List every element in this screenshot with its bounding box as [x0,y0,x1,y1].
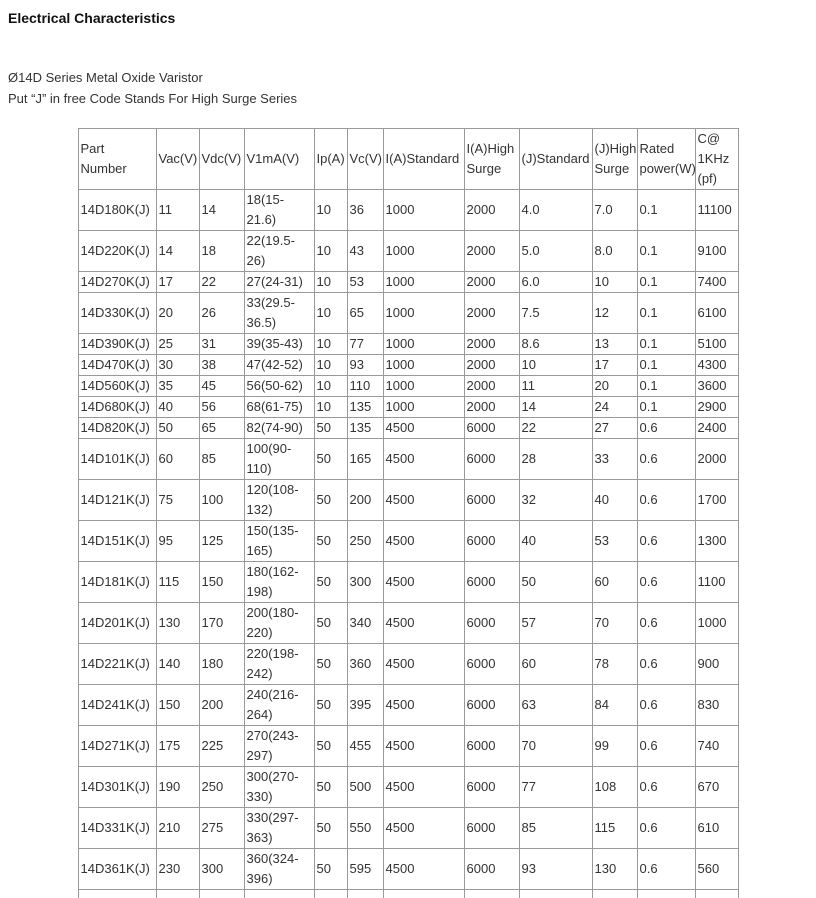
table-cell: 0.6 [637,418,695,439]
table-cell: 40 [592,480,637,521]
table-cell: 77 [519,767,592,808]
table-cell: 60 [156,439,199,480]
table-cell: 4500 [383,808,464,849]
table-cell: 31 [199,334,244,355]
table-cell: 22 [199,272,244,293]
table-cell: 4500 [383,685,464,726]
table-cell: 68(61-75) [244,397,314,418]
part-number-cell: 14D390K(J) [78,334,156,355]
electrical-characteristics-table [78,128,739,898]
table-cell: 20 [592,376,637,397]
table-cell: 4500 [383,644,464,685]
table-cell [244,890,314,898]
table-cell [592,890,637,898]
table-cell: 10 [314,397,347,418]
table-cell: 11 [156,190,199,231]
table-cell: 50 [519,562,592,603]
table-cell: 17 [156,272,199,293]
table-cell: 18 [199,231,244,272]
table-cell: 0.1 [637,272,695,293]
table-cell: 14 [156,231,199,272]
table-cell: 180 [199,644,244,685]
table-cell: 32 [519,480,592,521]
table-cell: 250 [347,521,383,562]
table-cell: 2000 [464,376,519,397]
table-cell: 56 [199,397,244,418]
table-cell: 60 [592,562,637,603]
table-cell [695,890,738,898]
table-cell: 12 [592,293,637,334]
table-row [78,190,738,231]
table-cell: 35 [156,376,199,397]
table-cell: 100(90-110) [244,439,314,480]
table-row [78,603,738,644]
table-row [78,767,738,808]
table-cell: 270(243-297) [244,726,314,767]
table-cell: 135 [347,418,383,439]
table-cell: 0.6 [637,439,695,480]
table-cell: 50 [314,603,347,644]
table-cell: 0.6 [637,644,695,685]
table-cell: 6000 [464,808,519,849]
table-cell: 0.1 [637,334,695,355]
table-cell: 0.6 [637,685,695,726]
table-cell: 1000 [383,334,464,355]
table-cell: 47(42-52) [244,355,314,376]
table-cell: 120(108-132) [244,480,314,521]
table-cell: 100 [199,480,244,521]
table-cell: 115 [592,808,637,849]
part-number-cell: 14D221K(J) [78,644,156,685]
table-cell: 2000 [695,439,738,480]
table-cell: 77 [347,334,383,355]
table-cell: 0.6 [637,603,695,644]
table-cell: 63 [519,685,592,726]
table-cell: 10 [592,272,637,293]
table-cell [199,890,244,898]
table-cell [347,890,383,898]
table-cell: 130 [156,603,199,644]
table-cell: 4500 [383,418,464,439]
table-cell: 10 [314,190,347,231]
table-cell: 0.1 [637,293,695,334]
table-cell: 33(29.5-36.5) [244,293,314,334]
table-row [78,849,738,890]
table-cell: 210 [156,808,199,849]
table-cell [78,890,156,898]
table-cell: 150 [199,562,244,603]
table-cell: 10 [314,334,347,355]
table-cell: 225 [199,726,244,767]
table-row [78,562,738,603]
table-cell: 1700 [695,480,738,521]
table-cell: 0.6 [637,808,695,849]
table-header-row [78,129,738,190]
table-cell [314,890,347,898]
table-cell: 99 [592,726,637,767]
table-cell: 39(35-43) [244,334,314,355]
column-header: Vdc(V) [199,129,244,190]
part-number-cell: 14D151K(J) [78,521,156,562]
table-cell: 38 [199,355,244,376]
table-cell: 33 [592,439,637,480]
part-number-cell: 14D820K(J) [78,418,156,439]
column-header: Ip(A) [314,129,347,190]
table-cell: 40 [519,521,592,562]
table-cell: 50 [314,562,347,603]
table-row [78,439,738,480]
table-cell: 0.6 [637,767,695,808]
table-cell: 50 [314,767,347,808]
table-cell: 900 [695,644,738,685]
table-cell: 95 [156,521,199,562]
table-cell: 2000 [464,355,519,376]
column-header: I(A)High Surge [464,129,519,190]
table-cell: 0.1 [637,231,695,272]
table-cell: 360 [347,644,383,685]
table-cell: 6000 [464,603,519,644]
table-cell [637,890,695,898]
table-cell: 200(180-220) [244,603,314,644]
table-cell: 0.1 [637,397,695,418]
table-cell: 1000 [383,231,464,272]
table-cell: 6000 [464,439,519,480]
table-cell: 4300 [695,355,738,376]
table-cell: 2000 [464,397,519,418]
table-cell: 135 [347,397,383,418]
table-cell: 22 [519,418,592,439]
table-cell: 2000 [464,293,519,334]
table-cell: 50 [314,685,347,726]
table-cell: 560 [695,849,738,890]
table-cell: 7.0 [592,190,637,231]
table-cell: 4500 [383,726,464,767]
table-cell: 1000 [383,272,464,293]
table-cell: 10 [314,355,347,376]
table-cell: 1000 [383,190,464,231]
table-cell: 230 [156,849,199,890]
table-cell: 27 [592,418,637,439]
table-cell: 1300 [695,521,738,562]
table-cell: 60 [519,644,592,685]
table-cell: 70 [592,603,637,644]
table-cell: 50 [314,849,347,890]
table-cell: 11 [519,376,592,397]
table-cell: 1000 [695,603,738,644]
table-cell: 6000 [464,418,519,439]
table-cell: 4.0 [519,190,592,231]
table-cell: 4500 [383,603,464,644]
table-cell: 6100 [695,293,738,334]
table-cell: 18(15-21.6) [244,190,314,231]
table-cell: 300 [199,849,244,890]
table-cell: 6000 [464,521,519,562]
table-cell: 78 [592,644,637,685]
column-header: V1mA(V) [244,129,314,190]
table-cell: 17 [592,355,637,376]
table-cell: 115 [156,562,199,603]
part-number-cell: 14D331K(J) [78,808,156,849]
table-cell: 50 [314,808,347,849]
column-header: (J)High Surge [592,129,637,190]
column-header: (J)Standard [519,129,592,190]
partial-next-row [78,890,738,898]
table-cell: 0.1 [637,376,695,397]
table-cell: 70 [519,726,592,767]
table-cell: 190 [156,767,199,808]
table-cell: 8.0 [592,231,637,272]
part-number-cell: 14D270K(J) [78,272,156,293]
part-number-cell: 14D470K(J) [78,355,156,376]
table-cell: 140 [156,644,199,685]
table-cell: 50 [314,521,347,562]
table-cell: 65 [347,293,383,334]
table-cell: 830 [695,685,738,726]
table-row [78,397,738,418]
table-row [78,272,738,293]
table-cell: 50 [314,644,347,685]
table-cell: 40 [156,397,199,418]
table-cell: 20 [156,293,199,334]
table-row [78,334,738,355]
part-number-cell: 14D361K(J) [78,849,156,890]
table-cell: 53 [347,272,383,293]
table-cell: 300(270-330) [244,767,314,808]
page-title: Electrical Characteristics [8,0,808,26]
table-cell: 395 [347,685,383,726]
table-cell: 2000 [464,231,519,272]
table-cell: 6000 [464,685,519,726]
table-cell: 455 [347,726,383,767]
table-cell: 0.6 [637,849,695,890]
table-cell: 150 [156,685,199,726]
table-cell: 0.6 [637,521,695,562]
part-number-cell: 14D180K(J) [78,190,156,231]
table-cell: 5.0 [519,231,592,272]
table-cell: 110 [347,376,383,397]
table-cell: 13 [592,334,637,355]
table-row [78,293,738,334]
table-cell: 36 [347,190,383,231]
table-cell [464,890,519,898]
column-header: Vc(V) [347,129,383,190]
table-cell: 2000 [464,334,519,355]
table-row [78,644,738,685]
table-cell: 57 [519,603,592,644]
table-cell: 340 [347,603,383,644]
table-cell: 10 [314,293,347,334]
table-cell: 6000 [464,849,519,890]
table-cell [519,890,592,898]
part-number-cell: 14D220K(J) [78,231,156,272]
table-cell: 85 [519,808,592,849]
table-cell: 6000 [464,644,519,685]
table-cell: 550 [347,808,383,849]
table-cell: 10 [314,272,347,293]
part-number-cell: 14D241K(J) [78,685,156,726]
table-row [78,231,738,272]
table-cell: 360(324-396) [244,849,314,890]
table-cell: 22(19.5-26) [244,231,314,272]
table-cell: 10 [519,355,592,376]
table-cell: 26 [199,293,244,334]
table-cell: 180(162-198) [244,562,314,603]
table-cell: 2000 [464,190,519,231]
table-cell: 330(297-363) [244,808,314,849]
table-cell: 610 [695,808,738,849]
table-cell: 3600 [695,376,738,397]
table-cell: 45 [199,376,244,397]
table-cell: 50 [314,439,347,480]
table-cell: 2400 [695,418,738,439]
table-cell: 5100 [695,334,738,355]
part-number-cell: 14D301K(J) [78,767,156,808]
table-row [78,480,738,521]
column-header: Rated power(W) [637,129,695,190]
table-cell: 240(216-264) [244,685,314,726]
table-cell: 200 [347,480,383,521]
table-row [78,521,738,562]
part-number-cell: 14D271K(J) [78,726,156,767]
column-header: I(A)Standard [383,129,464,190]
table-cell: 0.6 [637,726,695,767]
part-number-cell: 14D560K(J) [78,376,156,397]
table-cell: 1000 [383,376,464,397]
table-cell: 0.6 [637,562,695,603]
subtitle-block [8,67,808,109]
part-number-cell: 14D330K(J) [78,293,156,334]
table-cell: 6000 [464,726,519,767]
table-cell: 200 [199,685,244,726]
table-row [78,685,738,726]
table-cell: 6000 [464,562,519,603]
table-row [78,418,738,439]
table-cell: 0.1 [637,190,695,231]
part-number-cell: 14D101K(J) [78,439,156,480]
table-cell: 14 [199,190,244,231]
table-cell: 10 [314,231,347,272]
table-cell: 250 [199,767,244,808]
table-cell: 108 [592,767,637,808]
table-cell: 84 [592,685,637,726]
table-cell: 165 [347,439,383,480]
table-cell: 275 [199,808,244,849]
table-cell: 43 [347,231,383,272]
table-cell: 1000 [383,355,464,376]
table-cell: 6.0 [519,272,592,293]
table-cell: 220(198-242) [244,644,314,685]
table-cell: 11100 [695,190,738,231]
table-cell: 93 [519,849,592,890]
high-surge-note: Put “J” in free Code Stands For High Surge Series [8,88,808,109]
table-cell: 8.6 [519,334,592,355]
table-cell: 93 [347,355,383,376]
table-cell: 50 [314,726,347,767]
part-number-cell: 14D201K(J) [78,603,156,644]
table-cell: 2000 [464,272,519,293]
table-row [78,726,738,767]
table-cell: 82(74-90) [244,418,314,439]
column-header: Part Number [78,129,156,190]
table-cell: 1000 [383,397,464,418]
table-cell: 130 [592,849,637,890]
table-cell [156,890,199,898]
table-row [78,355,738,376]
table-cell: 6000 [464,480,519,521]
table-cell: 10 [314,376,347,397]
table-cell: 4500 [383,562,464,603]
table-cell: 27(24-31) [244,272,314,293]
table-cell: 9100 [695,231,738,272]
table-cell: 75 [156,480,199,521]
table-cell: 170 [199,603,244,644]
column-header: C@ 1KHz (pf) [695,129,738,190]
table-cell: 85 [199,439,244,480]
table-cell: 1000 [383,293,464,334]
table-cell: 1100 [695,562,738,603]
part-number-cell: 14D680K(J) [78,397,156,418]
table-cell: 30 [156,355,199,376]
table-cell: 25 [156,334,199,355]
part-number-cell: 14D121K(J) [78,480,156,521]
table-cell: 50 [314,480,347,521]
table-cell: 4500 [383,767,464,808]
table-cell: 50 [156,418,199,439]
table-cell: 65 [199,418,244,439]
table-cell: 0.6 [637,480,695,521]
table-cell: 7400 [695,272,738,293]
table-cell: 50 [314,418,347,439]
table-cell: 24 [592,397,637,418]
table-cell: 4500 [383,480,464,521]
table-cell: 125 [199,521,244,562]
table-cell: 2900 [695,397,738,418]
table-cell: 740 [695,726,738,767]
table-cell [383,890,464,898]
table-cell: 4500 [383,521,464,562]
table-cell: 175 [156,726,199,767]
table-cell: 150(135-165) [244,521,314,562]
table-cell: 14 [519,397,592,418]
table-cell: 4500 [383,439,464,480]
table-cell: 7.5 [519,293,592,334]
table-cell: 595 [347,849,383,890]
table-cell: 300 [347,562,383,603]
table-cell: 0.1 [637,355,695,376]
table-row [78,808,738,849]
column-header: Vac(V) [156,129,199,190]
table-row [78,376,738,397]
table-cell: 28 [519,439,592,480]
table-cell: 6000 [464,767,519,808]
table-cell: 500 [347,767,383,808]
table-cell: 670 [695,767,738,808]
table-cell: 4500 [383,849,464,890]
part-number-cell: 14D181K(J) [78,562,156,603]
series-subtitle: Ø14D Series Metal Oxide Varistor [8,67,808,88]
table-cell: 56(50-62) [244,376,314,397]
table-cell: 53 [592,521,637,562]
